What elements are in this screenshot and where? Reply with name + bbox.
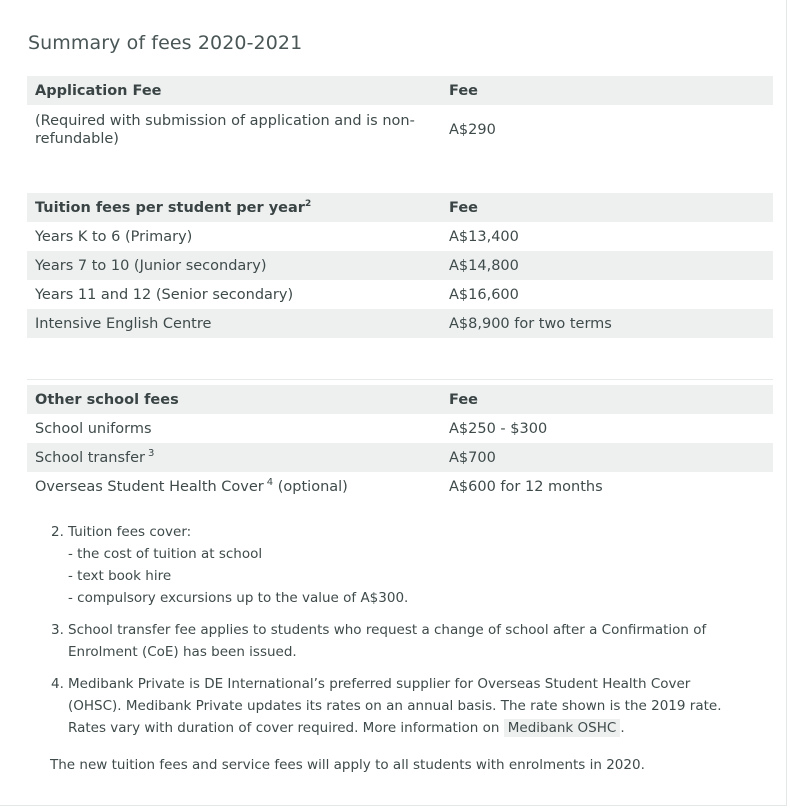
tuition-fees-table [27, 193, 773, 338]
table-row [27, 472, 773, 501]
table-row [27, 105, 773, 155]
footnote-list-item: - text book hire [68, 568, 172, 584]
footnote-list-item: - the cost of tuition at school [68, 546, 263, 562]
other-fee-item-label: School transfer [35, 449, 146, 466]
tuition-fees-header [27, 199, 449, 217]
other-fee-item [27, 478, 449, 496]
fee-column-header: Fee [449, 199, 478, 216]
other-fees-header-row [27, 385, 773, 414]
other-fee-item: School uniforms [35, 420, 152, 437]
footnote-4 [51, 673, 741, 739]
table-row [27, 443, 773, 472]
tuition-level: Years K to 6 (Primary) [35, 228, 193, 245]
table-row [27, 414, 773, 443]
application-fee-description: (Required with submission of application and is non-refundable) [35, 113, 415, 147]
tuition-fee: A$13,400 [449, 228, 519, 245]
footnote-number: 4. [51, 676, 64, 692]
other-fees-header: Other school fees [35, 391, 179, 408]
footnote-intro: Tuition fees cover: [68, 524, 192, 540]
tuition-fee: A$14,800 [449, 257, 519, 274]
footnote-2 [51, 521, 741, 609]
section-divider [27, 379, 773, 380]
other-fee-amount: A$700 [449, 449, 496, 466]
footnote-ref-3: 3 [148, 447, 155, 459]
fees-footer-note: The new tuition fees and service fees will apply to all students with enrolments in 2020. [50, 757, 645, 773]
tuition-fees-header-row [27, 193, 773, 222]
other-fee-amount: A$250 - $300 [449, 420, 548, 437]
footnote-list-item: - compulsory excursions up to the value of A$300. [68, 590, 409, 606]
table-row [27, 309, 773, 338]
footnote-ref-2: 2 [304, 198, 312, 209]
table-row [27, 251, 773, 280]
fee-column-header: Fee [449, 82, 478, 99]
optional-label: (optional) [277, 478, 348, 495]
footnote-number: 3. [51, 622, 64, 638]
footnote-ref-4: 4 [266, 476, 274, 488]
application-fee-table [27, 76, 773, 155]
application-fee-amount: A$290 [449, 122, 496, 138]
application-fee-header-row [27, 76, 773, 105]
other-fee-item [27, 449, 449, 467]
tuition-fee: A$8,900 for two terms [449, 315, 612, 332]
footnotes [51, 521, 741, 749]
application-fee-header: Application Fee [35, 82, 162, 99]
footnote-text: School transfer fee applies to students who request a change of school after a Confirmation of Enrolment (CoE) has been issued. [68, 622, 707, 660]
footnote-number: 2. [51, 524, 64, 540]
tuition-fee: A$16,600 [449, 286, 519, 303]
tuition-fees-header-label: Tuition fees per student per year [35, 199, 305, 216]
tuition-level: Intensive English Centre [35, 315, 212, 332]
other-fees-table [27, 385, 773, 501]
medibank-oshc-link[interactable]: Medibank OSHC [504, 719, 621, 737]
fee-column-header: Fee [449, 391, 478, 408]
footnote-3 [51, 619, 741, 663]
tuition-level: Years 11 and 12 (Senior secondary) [35, 286, 294, 303]
other-fee-amount: A$600 for 12 months [449, 478, 603, 495]
table-row [27, 280, 773, 309]
other-fee-item-label: Overseas Student Health Cover [35, 478, 264, 495]
footnote-text: Medibank Private is DE International’s preferred supplier for Overseas Student Health Cover (OHSC). Medibank Private updates its rates on an annual basis. The rate shown is the 2019 rate. Rates vary with duration of cover required. More information on [68, 676, 722, 736]
tuition-level: Years 7 to 10 (Junior secondary) [35, 257, 267, 274]
footnote-end-punct: . [620, 720, 625, 736]
table-row [27, 222, 773, 251]
page-title: Summary of fees 2020-2021 [28, 32, 303, 54]
